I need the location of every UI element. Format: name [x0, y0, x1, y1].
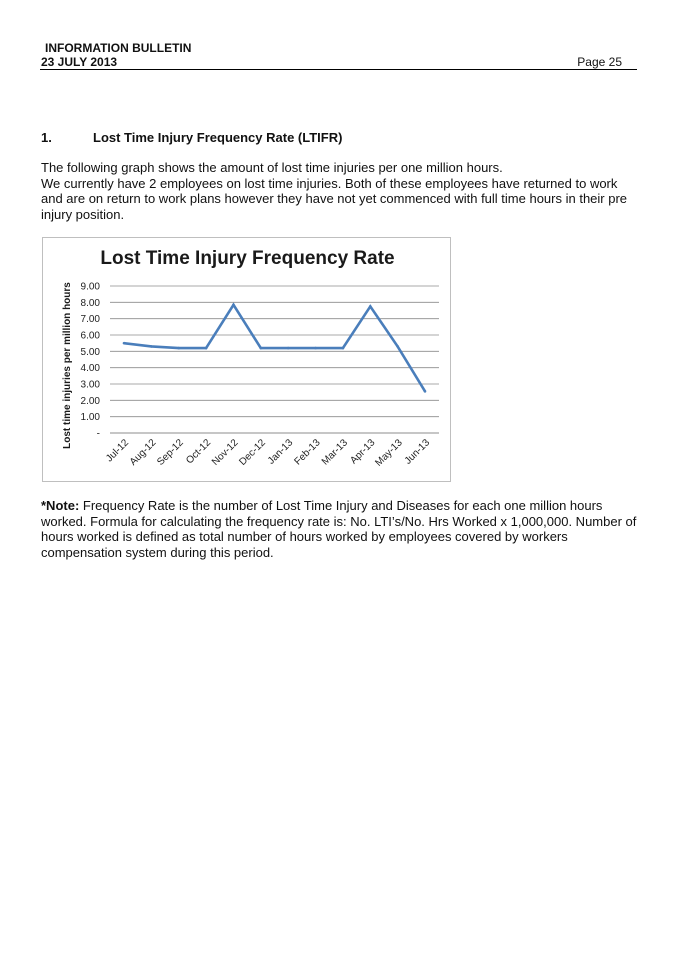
x-tick-label: Feb-13 — [292, 437, 323, 468]
section-title: Lost Time Injury Frequency Rate (LTIFR) — [93, 130, 343, 145]
section-number: 1. — [41, 130, 52, 145]
data-point — [342, 347, 345, 350]
data-point — [123, 342, 126, 345]
data-point — [205, 347, 208, 350]
y-tick-label: 6.00 — [80, 330, 100, 342]
y-axis-label: Lost time injuries per million hours — [62, 282, 73, 449]
chart-title: Lost Time Injury Frequency Rate — [100, 248, 395, 269]
data-point — [314, 347, 317, 350]
y-tick-label: 4.00 — [80, 363, 100, 375]
note-text: Frequency Rate is the number of Lost Time Injury and Diseases for each one million hours worked. Formula for calculating the frequency rate is: No. LTI’s/No. Hrs Worked x 1,000,000. Number of hours worked is defined as total number of hours worked by employees covered by workers compensation system during this period. — [41, 498, 637, 560]
y-tick-label: - — [96, 428, 100, 440]
x-tick-label: Jun-13 — [402, 437, 433, 467]
data-point — [150, 345, 153, 348]
header-divider — [40, 69, 637, 70]
bulletin-date: 23 JULY 2013 — [41, 55, 118, 69]
x-tick-label: Dec-12 — [237, 437, 268, 468]
data-point — [396, 345, 399, 348]
x-tick-label: Oct-12 — [184, 437, 214, 467]
y-tick-label: 9.00 — [80, 281, 100, 293]
intro-text — [41, 160, 641, 222]
data-point — [369, 305, 372, 308]
data-point — [232, 303, 235, 306]
intro-line-2: We currently have 2 employees on lost time injuries. Both of these employees have returned to work and are on return to work plans however they have not yet commenced with full time hours in their pre injury position. — [41, 175, 628, 222]
page-number: Page 25 — [577, 55, 622, 69]
ltifr-chart — [42, 237, 451, 482]
chart-plot — [43, 238, 452, 483]
data-point — [424, 390, 427, 393]
x-tick-label: Jan-13 — [265, 437, 296, 467]
y-tick-label: 5.00 — [80, 346, 100, 358]
x-tick-label: Mar-13 — [319, 437, 351, 468]
y-tick-label: 1.00 — [80, 412, 100, 424]
y-tick-label: 3.00 — [80, 379, 100, 391]
intro-line-1: The following graph shows the amount of lost time injuries per one million hours. — [41, 160, 503, 175]
x-tick-label: May-13 — [373, 437, 405, 469]
y-tick-label: 8.00 — [80, 297, 100, 309]
data-point — [260, 347, 263, 350]
x-tick-label: Jul-12 — [104, 437, 132, 465]
x-tick-label: Apr-13 — [348, 437, 378, 467]
footnote — [41, 498, 641, 560]
x-tick-label: Nov-12 — [209, 437, 241, 468]
note-label: *Note: — [41, 498, 80, 513]
data-point — [177, 347, 180, 350]
y-tick-label: 2.00 — [80, 395, 100, 407]
series-line — [124, 305, 425, 392]
y-tick-label: 7.00 — [80, 314, 100, 326]
data-point — [287, 347, 290, 350]
section-heading — [41, 130, 342, 146]
x-tick-label: Aug-12 — [127, 437, 159, 468]
x-tick-label: Sep-12 — [155, 437, 186, 468]
bulletin-title: INFORMATION BULLETIN — [45, 41, 192, 55]
